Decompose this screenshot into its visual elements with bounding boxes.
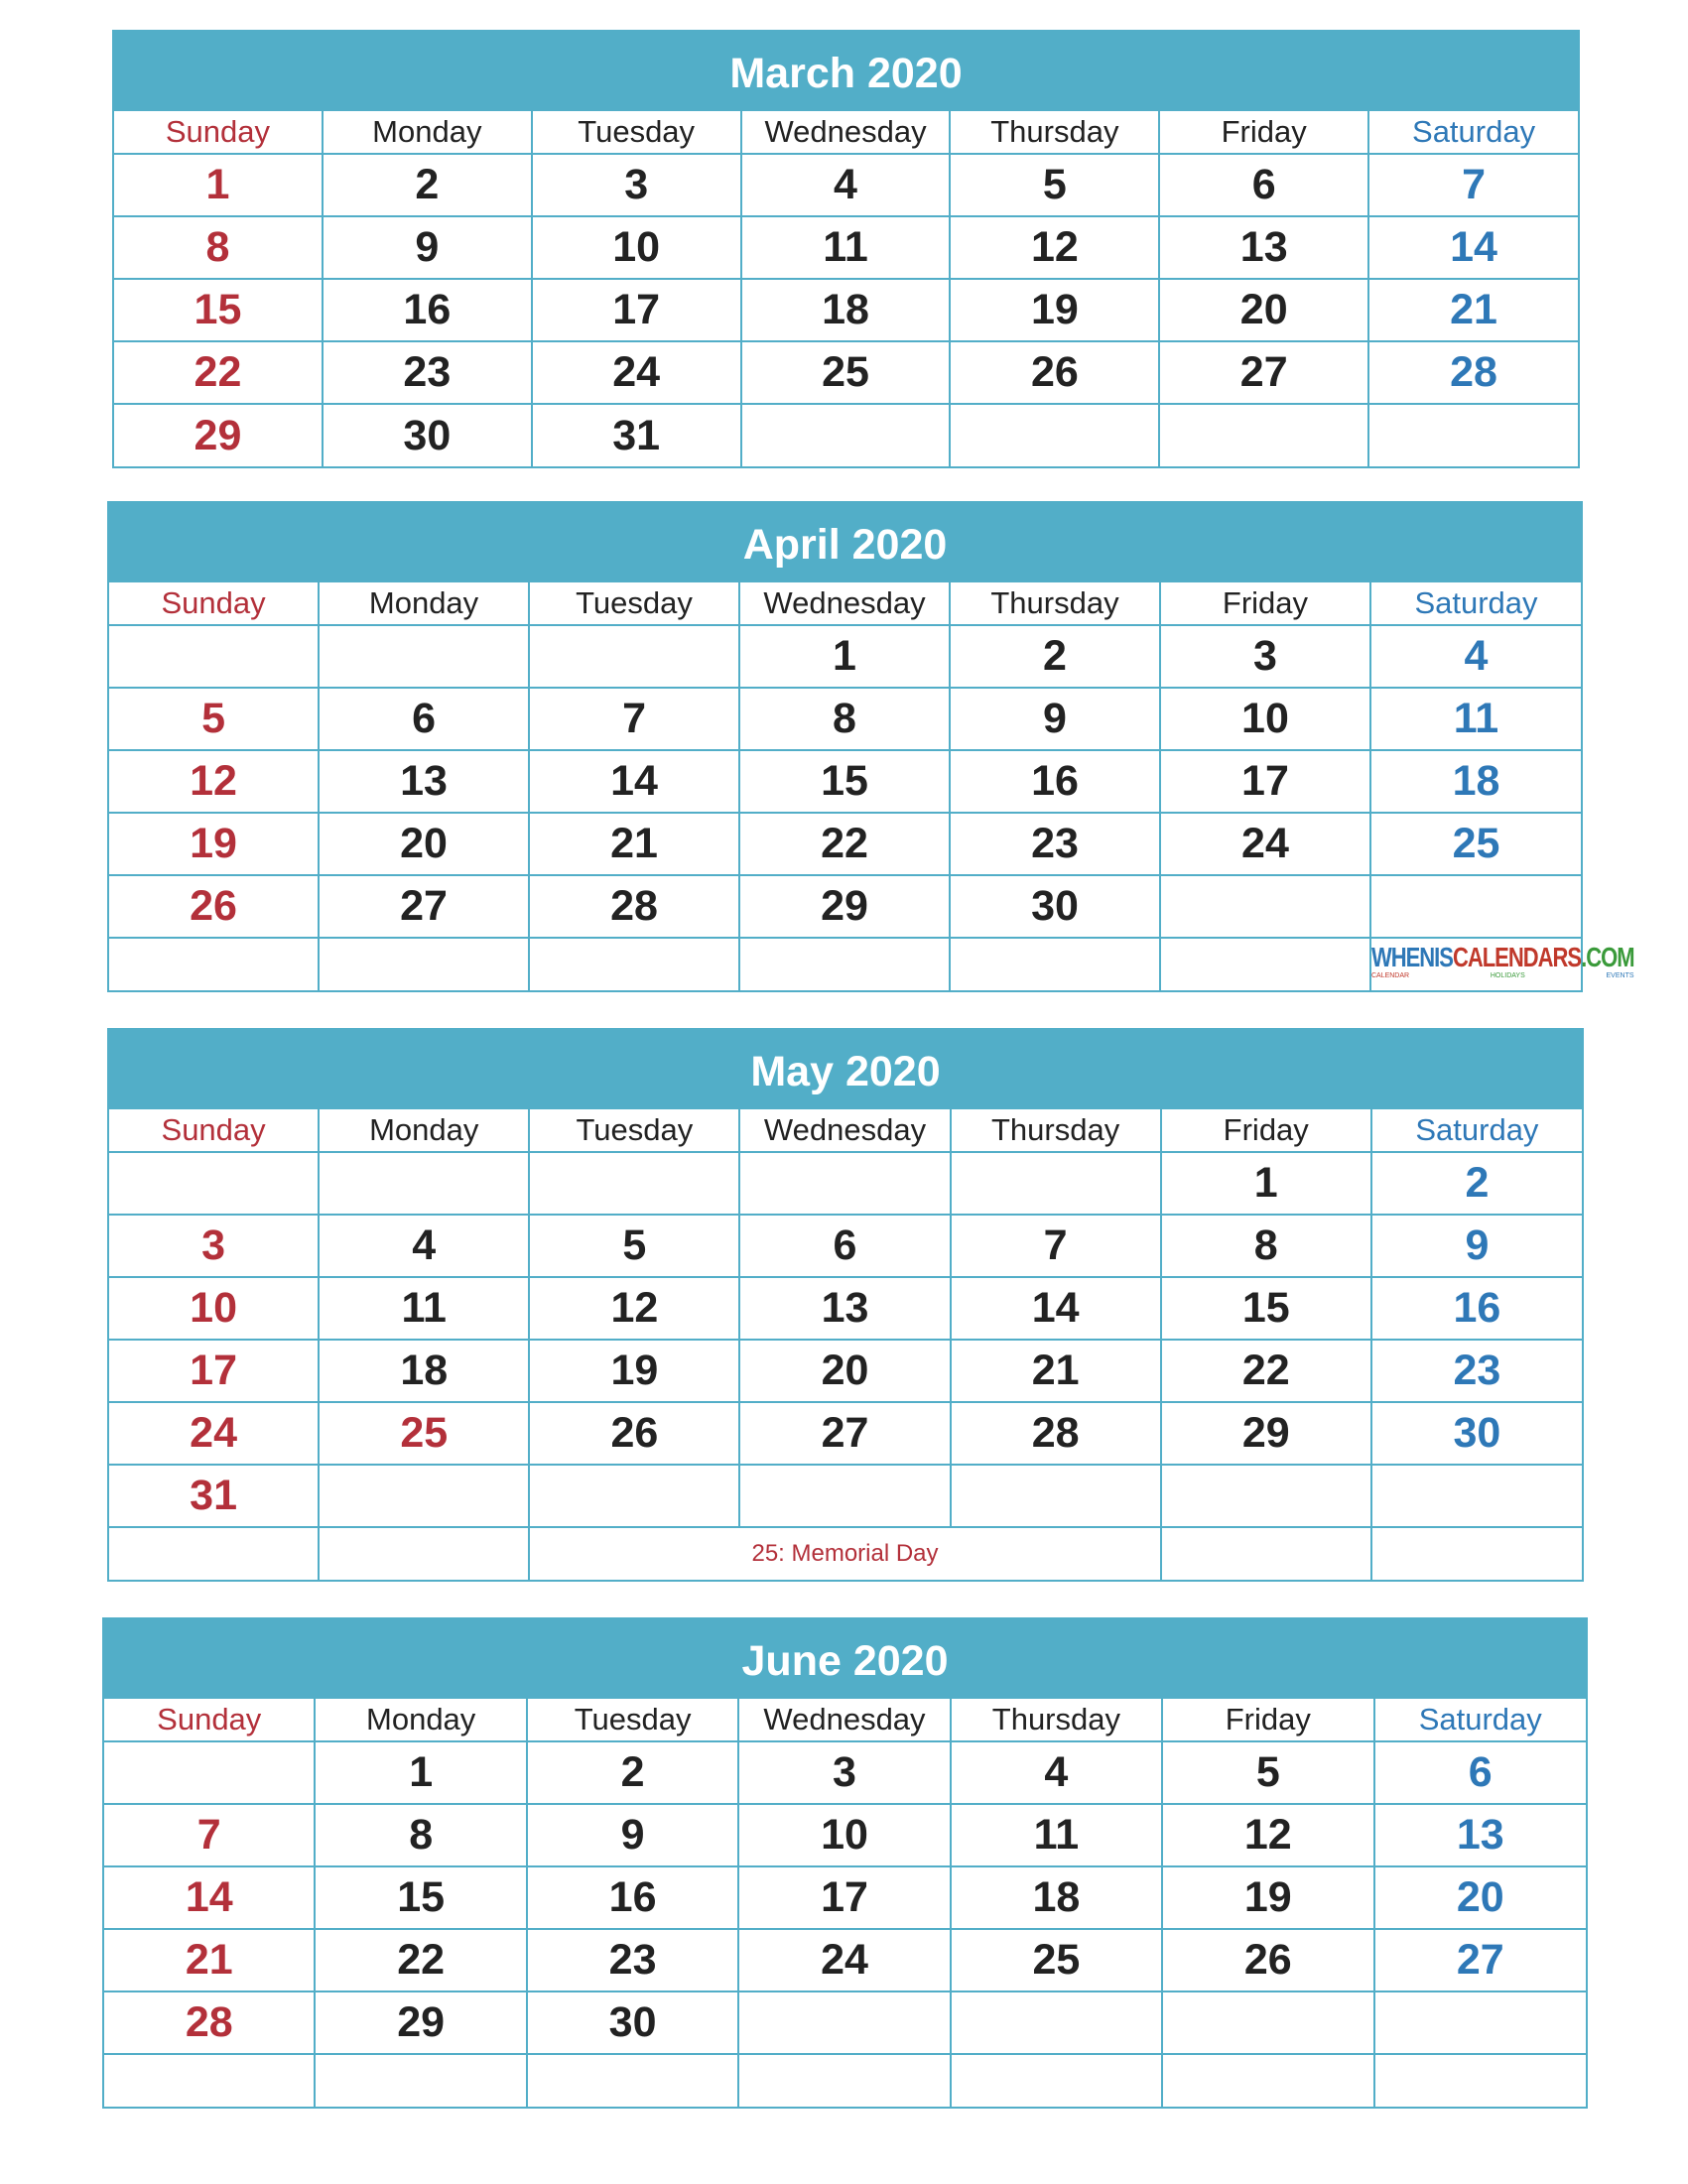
day-cell: 21 (951, 1340, 1161, 1402)
day-cell: 18 (319, 1340, 529, 1402)
weekday-label: Wednesday (741, 110, 951, 154)
day-cell: 7 (1368, 154, 1578, 216)
note-cell (1162, 2054, 1373, 2107)
day-cell: 20 (1374, 1866, 1587, 1929)
day-cell: 12 (1162, 1804, 1373, 1866)
empty-day-cell (738, 1991, 950, 2054)
weekday-label: Saturday (1370, 581, 1581, 625)
day-cell: 14 (529, 750, 739, 813)
week-row (109, 1277, 1582, 1340)
brand-tagline-word: HOLIDAYS (1490, 971, 1525, 979)
week-row (114, 341, 1578, 404)
empty-day-cell (529, 625, 739, 688)
month-calendar (107, 501, 1634, 992)
weekday-label: Monday (315, 1698, 526, 1741)
day-cell: 8 (114, 216, 323, 279)
day-cell: 3 (532, 154, 741, 216)
empty-day-cell (1160, 875, 1370, 938)
day-cell: 21 (104, 1929, 315, 1991)
day-cell: 13 (739, 1277, 950, 1340)
day-cell: 26 (109, 875, 319, 938)
note-cell (1371, 1527, 1582, 1580)
empty-day-cell (319, 1465, 529, 1527)
weekday-label: Monday (323, 110, 532, 154)
empty-day-cell (1159, 404, 1368, 466)
day-cell: 1 (315, 1741, 526, 1804)
weekday-label: Monday (319, 1108, 529, 1152)
day-cell: 23 (323, 341, 532, 404)
day-cell: 8 (739, 688, 950, 750)
day-cell: 3 (1160, 625, 1370, 688)
empty-day-cell (951, 1152, 1161, 1215)
week-row (104, 1866, 1586, 1929)
day-cell: 24 (532, 341, 741, 404)
month-title: June 2020 (104, 1619, 1586, 1697)
note-cell (527, 2054, 738, 2107)
day-cell: 15 (1161, 1277, 1371, 1340)
note-cell (109, 938, 319, 990)
day-cell: 30 (950, 875, 1160, 938)
week-row (109, 625, 1581, 688)
day-cell: 17 (1160, 750, 1370, 813)
month-calendar (112, 30, 1580, 468)
day-cell: 5 (529, 1215, 739, 1277)
day-cell: 23 (950, 813, 1160, 875)
day-cell: 29 (114, 404, 323, 466)
day-cell: 3 (109, 1215, 319, 1277)
day-cell: 22 (315, 1929, 526, 1991)
day-cell: 14 (104, 1866, 315, 1929)
day-cell: 24 (738, 1929, 950, 1991)
day-cell: 24 (109, 1402, 319, 1465)
day-cell: 22 (1161, 1340, 1371, 1402)
day-cell: 9 (950, 688, 1160, 750)
month-grid (109, 1107, 1582, 1580)
weekday-label: Saturday (1374, 1698, 1587, 1741)
day-cell: 4 (951, 1741, 1162, 1804)
brand-logo-part: .COM (1581, 941, 1634, 972)
weekday-header-row (109, 581, 1581, 625)
weekday-label: Saturday (1368, 110, 1578, 154)
empty-day-cell (950, 404, 1159, 466)
month-calendar (102, 1617, 1588, 2109)
weekday-label: Sunday (104, 1698, 315, 1741)
week-row (109, 1152, 1582, 1215)
note-cell (950, 938, 1160, 990)
weekday-label: Wednesday (738, 1698, 950, 1741)
empty-day-cell (1374, 1991, 1587, 2054)
day-cell: 2 (1371, 1152, 1582, 1215)
day-cell: 31 (109, 1465, 319, 1527)
day-cell: 12 (529, 1277, 739, 1340)
brand-tagline-word: CALENDAR (1370, 971, 1410, 979)
week-row (104, 1991, 1586, 2054)
note-cell (109, 1527, 319, 1580)
week-row (114, 279, 1578, 341)
week-row (104, 1804, 1586, 1866)
day-cell: 5 (109, 688, 319, 750)
empty-day-cell (529, 1465, 739, 1527)
empty-day-cell (104, 1741, 315, 1804)
note-cell (319, 938, 529, 990)
day-cell: 9 (527, 1804, 738, 1866)
empty-day-cell (739, 1152, 950, 1215)
brand-logo-part: WHENIS (1370, 941, 1453, 972)
day-cell: 28 (1368, 341, 1578, 404)
day-cell: 25 (951, 1929, 1162, 1991)
day-cell: 14 (951, 1277, 1161, 1340)
note-cell (1370, 938, 1634, 990)
day-cell: 13 (1159, 216, 1368, 279)
day-cell: 18 (1370, 750, 1581, 813)
month-calendar (107, 1028, 1584, 1582)
day-cell: 15 (114, 279, 323, 341)
day-cell: 2 (323, 154, 532, 216)
day-cell: 11 (1370, 688, 1581, 750)
day-cell: 17 (738, 1866, 950, 1929)
weekday-label: Tuesday (527, 1698, 738, 1741)
weekday-label: Tuesday (532, 110, 741, 154)
brand-tagline-word: EVENTS (1606, 971, 1634, 979)
day-cell: 20 (739, 1340, 950, 1402)
day-cell: 6 (1374, 1741, 1587, 1804)
note-cell (319, 1527, 529, 1580)
weekday-label: Tuesday (529, 1108, 739, 1152)
day-cell: 22 (114, 341, 323, 404)
empty-day-cell (319, 625, 529, 688)
weekday-label: Friday (1162, 1698, 1373, 1741)
day-cell: 23 (1371, 1340, 1582, 1402)
day-cell: 25 (319, 1402, 529, 1465)
month-grid (109, 580, 1634, 990)
weekday-label: Sunday (109, 581, 319, 625)
day-cell: 18 (951, 1866, 1162, 1929)
day-cell: 10 (1160, 688, 1370, 750)
day-cell: 14 (1368, 216, 1578, 279)
month-title: March 2020 (114, 32, 1578, 109)
day-cell: 5 (950, 154, 1159, 216)
day-cell: 28 (104, 1991, 315, 2054)
day-cell: 6 (319, 688, 529, 750)
day-cell: 16 (323, 279, 532, 341)
day-cell: 19 (529, 1340, 739, 1402)
day-cell: 27 (1374, 1929, 1587, 1991)
weekday-label: Thursday (951, 1698, 1162, 1741)
week-row (104, 1741, 1586, 1804)
note-cell (1374, 2054, 1587, 2107)
holiday-note (529, 1527, 1160, 1580)
day-cell: 4 (319, 1215, 529, 1277)
day-cell: 15 (315, 1866, 526, 1929)
day-cell: 13 (1374, 1804, 1587, 1866)
day-cell: 26 (529, 1402, 739, 1465)
day-cell: 4 (1370, 625, 1581, 688)
day-cell: 18 (741, 279, 951, 341)
day-cell: 7 (104, 1804, 315, 1866)
note-cell (529, 938, 739, 990)
empty-day-cell (529, 1152, 739, 1215)
day-cell: 16 (950, 750, 1160, 813)
day-cell: 2 (527, 1741, 738, 1804)
empty-day-cell (951, 1465, 1161, 1527)
note-cell (739, 938, 950, 990)
empty-day-cell (109, 625, 319, 688)
week-row (109, 875, 1581, 938)
empty-day-cell (109, 1152, 319, 1215)
day-cell: 30 (323, 404, 532, 466)
weekday-label: Saturday (1371, 1108, 1582, 1152)
empty-day-cell (1370, 875, 1581, 938)
week-row (109, 1465, 1582, 1527)
day-cell: 30 (1371, 1402, 1582, 1465)
empty-day-cell (1371, 1465, 1582, 1527)
day-cell: 23 (527, 1929, 738, 1991)
day-cell: 29 (1161, 1402, 1371, 1465)
day-cell: 3 (738, 1741, 950, 1804)
week-row (109, 1215, 1582, 1277)
month-title: May 2020 (109, 1030, 1582, 1107)
day-cell: 11 (319, 1277, 529, 1340)
empty-day-cell (741, 404, 951, 466)
brand-logo-part: CALENDARS (1452, 941, 1582, 972)
empty-day-cell (739, 1465, 950, 1527)
day-cell: 8 (1161, 1215, 1371, 1277)
empty-day-cell (1368, 404, 1578, 466)
day-cell: 10 (738, 1804, 950, 1866)
day-cell: 1 (1161, 1152, 1371, 1215)
day-cell: 16 (1371, 1277, 1582, 1340)
weekday-header-row (104, 1698, 1586, 1741)
empty-day-cell (319, 1152, 529, 1215)
day-cell: 30 (527, 1991, 738, 2054)
weekday-label: Thursday (950, 581, 1160, 625)
month-grid (114, 109, 1578, 466)
day-cell: 21 (1368, 279, 1578, 341)
weekday-label: Friday (1160, 581, 1370, 625)
note-cell (1161, 1527, 1371, 1580)
day-cell: 7 (951, 1215, 1161, 1277)
day-cell: 20 (319, 813, 529, 875)
brand-logo-text (1370, 941, 1634, 972)
week-row (109, 1340, 1582, 1402)
month-title: April 2020 (109, 503, 1581, 580)
day-cell: 29 (739, 875, 950, 938)
day-cell: 2 (950, 625, 1160, 688)
day-cell: 28 (529, 875, 739, 938)
week-row (109, 813, 1581, 875)
day-cell: 17 (532, 279, 741, 341)
day-cell: 10 (532, 216, 741, 279)
week-row (114, 154, 1578, 216)
day-cell: 1 (739, 625, 950, 688)
day-cell: 5 (1162, 1741, 1373, 1804)
week-row (109, 1402, 1582, 1465)
notes-row (109, 1527, 1582, 1580)
day-cell: 27 (1159, 341, 1368, 404)
day-cell: 25 (741, 341, 951, 404)
day-cell: 12 (109, 750, 319, 813)
note-cell (104, 2054, 315, 2107)
week-row (114, 404, 1578, 466)
weekday-header-row (109, 1108, 1582, 1152)
day-cell: 1 (114, 154, 323, 216)
weekday-label: Monday (319, 581, 529, 625)
day-cell: 11 (951, 1804, 1162, 1866)
notes-row (109, 938, 1581, 990)
brand-tagline (1371, 972, 1634, 979)
day-cell: 4 (741, 154, 951, 216)
weekday-label: Thursday (950, 110, 1159, 154)
week-row (109, 688, 1581, 750)
day-cell: 7 (529, 688, 739, 750)
month-grid (104, 1697, 1586, 2107)
empty-day-cell (1162, 1991, 1373, 2054)
week-row (114, 216, 1578, 279)
holiday-note-text: 25: Memorial Day (751, 1540, 939, 1567)
day-cell: 25 (1370, 813, 1581, 875)
day-cell: 16 (527, 1866, 738, 1929)
day-cell: 9 (323, 216, 532, 279)
note-cell (1160, 938, 1370, 990)
note-cell (951, 2054, 1162, 2107)
day-cell: 9 (1371, 1215, 1582, 1277)
day-cell: 27 (739, 1402, 950, 1465)
note-cell (738, 2054, 950, 2107)
day-cell: 13 (319, 750, 529, 813)
week-row (109, 750, 1581, 813)
notes-row (104, 2054, 1586, 2107)
day-cell: 29 (315, 1991, 526, 2054)
day-cell: 6 (739, 1215, 950, 1277)
day-cell: 19 (950, 279, 1159, 341)
day-cell: 21 (529, 813, 739, 875)
brand-logo[interactable] (1370, 941, 1634, 979)
empty-day-cell (1161, 1465, 1371, 1527)
weekday-label: Sunday (109, 1108, 319, 1152)
day-cell: 31 (532, 404, 741, 466)
day-cell: 17 (109, 1340, 319, 1402)
weekday-label: Friday (1161, 1108, 1371, 1152)
weekday-label: Wednesday (739, 581, 950, 625)
weekday-label: Thursday (951, 1108, 1161, 1152)
day-cell: 8 (315, 1804, 526, 1866)
day-cell: 11 (741, 216, 951, 279)
note-cell (315, 2054, 526, 2107)
weekday-label: Sunday (114, 110, 323, 154)
weekday-label: Friday (1159, 110, 1368, 154)
day-cell: 12 (950, 216, 1159, 279)
weekday-label: Tuesday (529, 581, 739, 625)
day-cell: 28 (951, 1402, 1161, 1465)
day-cell: 22 (739, 813, 950, 875)
day-cell: 26 (950, 341, 1159, 404)
day-cell: 26 (1162, 1929, 1373, 1991)
day-cell: 6 (1159, 154, 1368, 216)
weekday-label: Wednesday (739, 1108, 950, 1152)
day-cell: 20 (1159, 279, 1368, 341)
day-cell: 27 (319, 875, 529, 938)
weekday-header-row (114, 110, 1578, 154)
empty-day-cell (951, 1991, 1162, 2054)
week-row (104, 1929, 1586, 1991)
day-cell: 24 (1160, 813, 1370, 875)
day-cell: 19 (1162, 1866, 1373, 1929)
day-cell: 10 (109, 1277, 319, 1340)
day-cell: 15 (739, 750, 950, 813)
day-cell: 19 (109, 813, 319, 875)
